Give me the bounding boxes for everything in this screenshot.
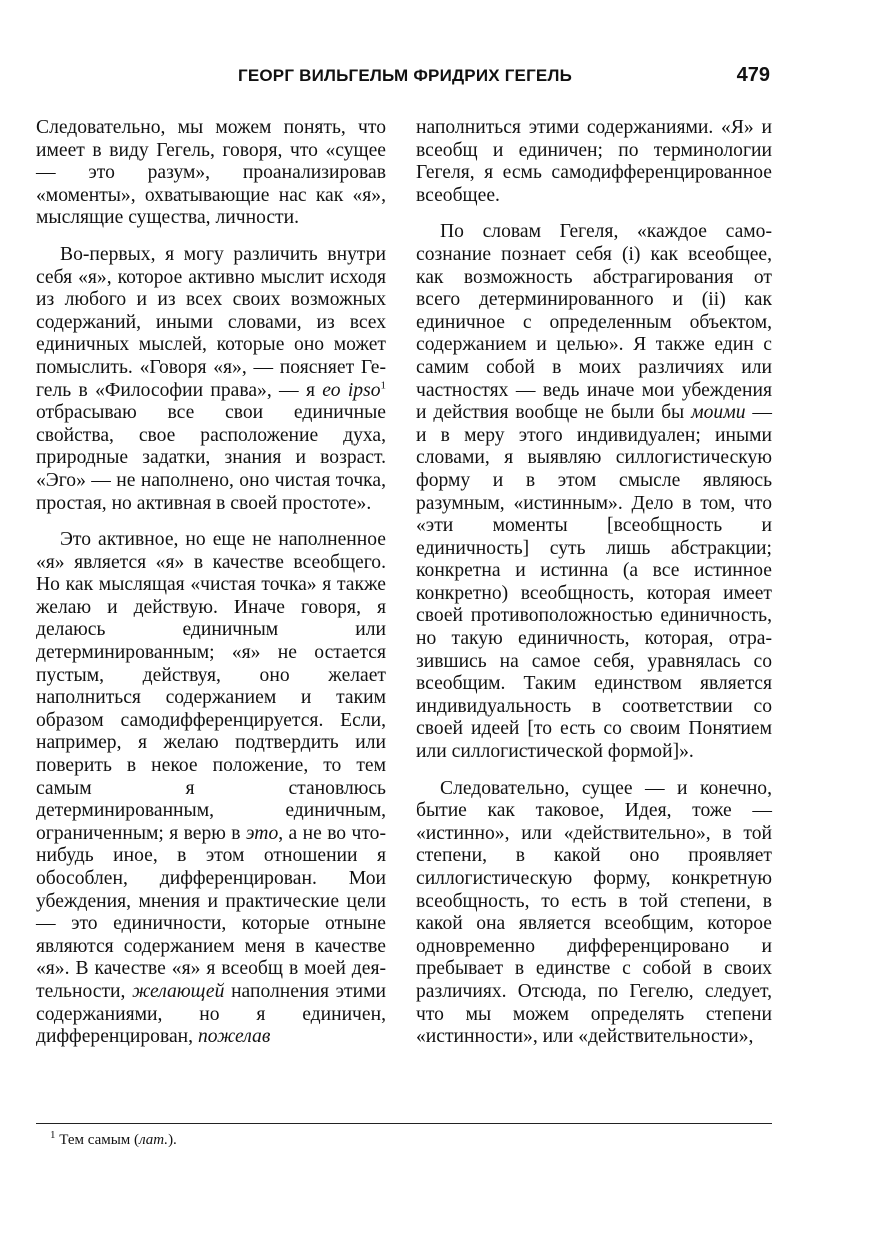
right-column — [416, 117, 772, 1063]
paragraph-text: Это активное, но еще не наполненное «я» является «я» в качестве всеобщего. Но как мыслящая «чистая точка» я также желаю и действую. Иначе говоря, я делаюсь единичным или детерминированным; «я» не остается пустым, действуя, оно желает наполниться содержанием и таким образом самодифференцируется. Если, например, я желаю подтвердить или поверить в некое положение, то тем самым я становлюсь детерминированным, единичным, ограниченным; я верю в — [36, 529, 386, 844]
footnote-divider — [36, 1123, 772, 1124]
footnote-text: Тем самым ( — [55, 1132, 140, 1148]
paragraph-text: наполнения этими содержаниями, но я единичен, дифференцирован, — [36, 980, 386, 1048]
paragraph-text: наполниться этими содержаниями. «Я» и всеобщ и единичен; по терминологии Гегеля, я есмь самодифференцированное всеобщее. — [416, 117, 772, 206]
emphasis: желающей — [132, 980, 225, 1002]
page-number: 479 — [736, 64, 770, 86]
footnote-text: ). — [168, 1132, 177, 1148]
footnote-language: лат. — [139, 1132, 169, 1148]
paragraph — [36, 529, 386, 1049]
paragraph-text: , а не во что-нибудь иное, в этом отношении я обособлен, дифференцирован. Мои убеждения, мнения и практические цели — это единичности, которые отныне являются содержанием меня в качестве «я». В качестве «я» я всеобщ в моей деятельности, — [36, 822, 386, 1002]
paragraph — [416, 221, 772, 763]
emphasis: это — [245, 822, 279, 844]
page-header — [36, 64, 772, 94]
paragraph-text: отбрасываю все свои единичные свойства, свое расположение духа, природные задатки, знания и возраст. «Эго» — не наполнено, оно чистая точка, простая, но активная в своей простоте». — [36, 402, 386, 514]
paragraph — [36, 117, 386, 230]
paragraph — [36, 244, 386, 515]
left-column — [36, 117, 386, 1063]
emphasis: моими — [691, 402, 746, 424]
paragraph — [416, 117, 772, 207]
paragraph-text: — и в меру этого индивидуален; иными словами, я выявляю силлогистическую форму и в этом смысле являюсь разумным, «истинным». Дело в том, что «эти моменты [всеобщность и единичность] суть лишь абстракции; конкретна и истинна (а все истинное конкретно) всеобщность, которая имеет своей противоположностью единичность, но такую единичность, которая, отразившись на самое себя, уравнялась со всеобщим. Таким единством является индивидуальность в соответствии со своей идеей [то есть со своим Понятием или силлогистической формой]». — [416, 402, 772, 763]
running-title: ГЕОРГ ВИЛЬГЕЛЬМ ФРИДРИХ ГЕГЕЛЬ — [238, 66, 573, 85]
emphasis: пожелав — [197, 1026, 271, 1048]
paragraph-text: Во-первых, я могу различить внутри себя «я», которое активно мыслит исходя из любого и из всех своих возможных содержаний, иными словами, из всех единичных мыслей, которые оно может помыслить. «Говоря «я», — поясняет Гегель в «Философии права», — я — [36, 243, 386, 401]
footnote-number: 1 — [50, 1129, 56, 1141]
paragraph-text: По словам Гегеля, «каждое самосознание познает себя (i) как всеобщее, как возможность абстрагирования от всего детерминированного и (ii) как единичное с определенным объектом, содержанием и целью». Я также един с самим собой в моих различиях или частностях — ведь иначе мои убеждения и действия вообще не были бы — [416, 221, 772, 424]
paragraph-text: Следовательно, мы можем понять, что имеет в виду Гегель, говоря, что «сущее — это разум», проанализировав «моменты», охватывающие нас как «я», мыслящие существа, личности. — [36, 117, 386, 229]
latin-phrase: ео ipso — [322, 379, 381, 401]
paragraph — [416, 778, 772, 1049]
paragraph-text: Следовательно, сущее — и конечно, бытие как таковое, Идея, тоже — «истинно», или «действительно», в той степени, в какой оно проявляет силлогистическую форму, конкретную всеобщность, то есть в той степени, в какой она является всеобщим, которое одновременно дифференцировано и пребывает в единстве с собой в своих различиях. Отсюда, по Гегелю, следует, что мы можем определять степени «истинности», или «действительности», — [416, 777, 772, 1048]
footnote-ref: 1 — [380, 379, 386, 391]
footnote — [50, 1129, 177, 1149]
